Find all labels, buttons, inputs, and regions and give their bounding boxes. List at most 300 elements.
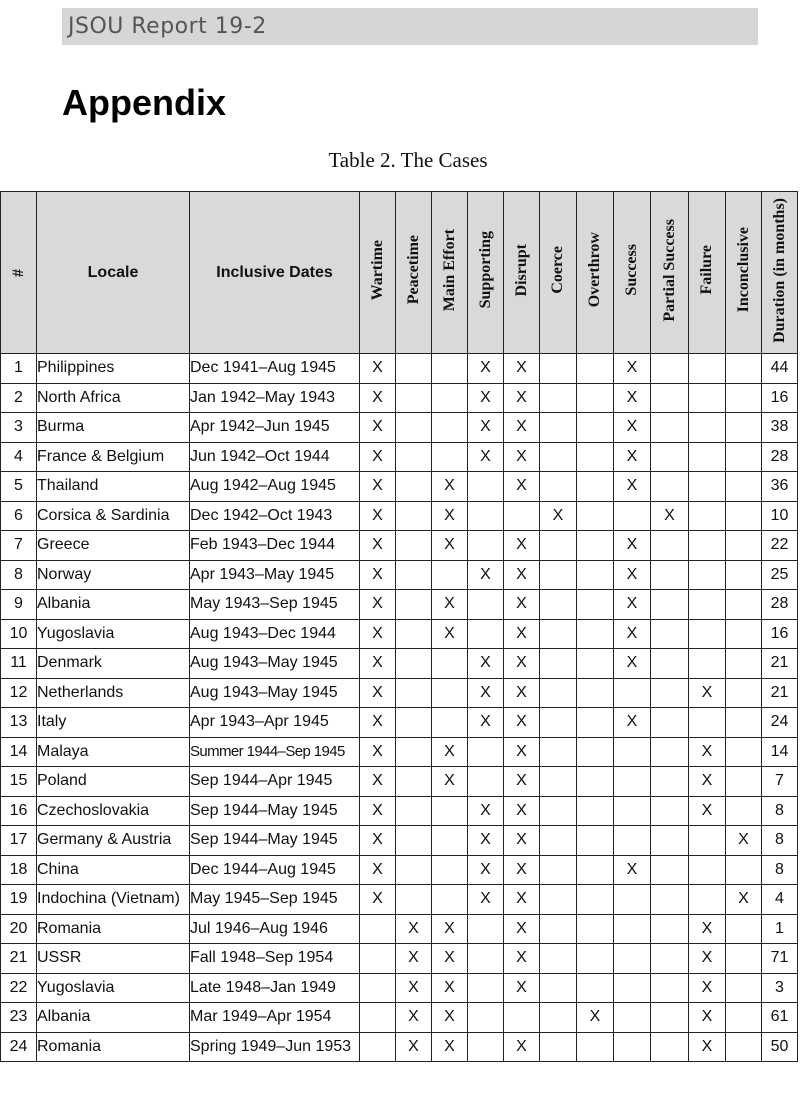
case-mark-cell xyxy=(651,885,689,915)
case-mark-cell: X xyxy=(432,944,468,974)
case-duration: 28 xyxy=(762,442,798,472)
column-header-overthrow: Overthrow xyxy=(577,192,614,354)
case-mark-cell xyxy=(540,413,577,443)
case-dates: Jul 1946–Aug 1946 xyxy=(190,914,360,944)
case-mark-cell xyxy=(396,855,432,885)
case-mark-cell xyxy=(540,767,577,797)
case-mark-cell: X xyxy=(504,767,540,797)
column-header-peacetime: Peacetime xyxy=(396,192,432,354)
case-mark-cell: X xyxy=(360,590,396,620)
case-mark-cell xyxy=(689,413,726,443)
case-mark-cell: X xyxy=(504,649,540,679)
case-mark-cell xyxy=(651,354,689,384)
case-mark-cell xyxy=(396,767,432,797)
case-mark-cell: X xyxy=(504,708,540,738)
case-mark-cell xyxy=(577,442,614,472)
case-mark-cell: X xyxy=(504,737,540,767)
case-mark-cell xyxy=(726,855,762,885)
case-dates: Jan 1942–May 1943 xyxy=(190,383,360,413)
case-mark-cell: X xyxy=(468,885,504,915)
case-mark-cell: X xyxy=(614,708,651,738)
case-mark-cell xyxy=(726,560,762,590)
case-mark-cell: X xyxy=(689,973,726,1003)
case-mark-cell xyxy=(726,472,762,502)
case-mark-cell: X xyxy=(689,767,726,797)
case-duration: 4 xyxy=(762,885,798,915)
case-locale: Yugoslavia xyxy=(37,973,190,1003)
case-locale: Italy xyxy=(37,708,190,738)
case-mark-cell xyxy=(540,855,577,885)
case-dates: Mar 1949–Apr 1954 xyxy=(190,1003,360,1033)
case-mark-cell xyxy=(396,649,432,679)
case-mark-cell xyxy=(540,737,577,767)
case-mark-cell xyxy=(432,678,468,708)
column-header-failure: Failure xyxy=(689,192,726,354)
case-mark-cell xyxy=(726,1032,762,1062)
case-mark-cell: X xyxy=(360,442,396,472)
case-mark-cell xyxy=(396,472,432,502)
case-dates: Sep 1944–May 1945 xyxy=(190,796,360,826)
case-mark-cell xyxy=(432,383,468,413)
case-mark-cell xyxy=(577,619,614,649)
case-mark-cell: X xyxy=(726,826,762,856)
case-mark-cell xyxy=(504,501,540,531)
case-duration: 22 xyxy=(762,531,798,561)
table-row xyxy=(1,590,798,620)
case-mark-cell xyxy=(726,531,762,561)
case-locale: France & Belgium xyxy=(37,442,190,472)
case-mark-cell xyxy=(726,590,762,620)
case-mark-cell: X xyxy=(468,708,504,738)
case-mark-cell xyxy=(614,1032,651,1062)
case-mark-cell xyxy=(726,501,762,531)
case-duration: 24 xyxy=(762,708,798,738)
case-mark-cell: X xyxy=(396,973,432,1003)
case-mark-cell: X xyxy=(432,619,468,649)
case-duration: 61 xyxy=(762,1003,798,1033)
case-mark-cell: X xyxy=(468,383,504,413)
case-mark-cell xyxy=(577,678,614,708)
case-mark-cell xyxy=(577,944,614,974)
case-mark-cell xyxy=(651,973,689,1003)
case-mark-cell: X xyxy=(614,413,651,443)
case-mark-cell: X xyxy=(614,649,651,679)
case-mark-cell xyxy=(614,885,651,915)
case-mark-cell: X xyxy=(614,531,651,561)
case-mark-cell xyxy=(651,914,689,944)
case-duration: 71 xyxy=(762,944,798,974)
case-mark-cell: X xyxy=(360,855,396,885)
case-locale: Indochina (Vietnam) xyxy=(37,885,190,915)
case-number: 13 xyxy=(1,708,37,738)
case-mark-cell: X xyxy=(360,560,396,590)
case-mark-cell: X xyxy=(540,501,577,531)
report-header-bar xyxy=(62,8,758,45)
case-mark-cell xyxy=(432,826,468,856)
case-mark-cell xyxy=(540,619,577,649)
case-duration: 14 xyxy=(762,737,798,767)
case-mark-cell: X xyxy=(504,678,540,708)
case-mark-cell: X xyxy=(468,855,504,885)
column-header-success: Success xyxy=(614,192,651,354)
table-caption: Table 2. The Cases xyxy=(328,148,488,172)
case-mark-cell: X xyxy=(396,1032,432,1062)
case-duration: 7 xyxy=(762,767,798,797)
case-mark-cell: X xyxy=(614,442,651,472)
case-mark-cell: X xyxy=(614,383,651,413)
case-mark-cell: X xyxy=(614,354,651,384)
case-mark-cell xyxy=(651,944,689,974)
case-mark-cell xyxy=(396,590,432,620)
case-dates: Dec 1944–Aug 1945 xyxy=(190,855,360,885)
case-dates: Dec 1942–Oct 1943 xyxy=(190,501,360,531)
case-number: 21 xyxy=(1,944,37,974)
case-mark-cell: X xyxy=(360,413,396,443)
case-mark-cell xyxy=(360,973,396,1003)
case-locale: Burma xyxy=(37,413,190,443)
case-locale: Romania xyxy=(37,1032,190,1062)
case-mark-cell: X xyxy=(504,973,540,1003)
case-locale: Malaya xyxy=(37,737,190,767)
cases-table xyxy=(0,191,798,1062)
case-duration: 8 xyxy=(762,826,798,856)
case-mark-cell: X xyxy=(614,560,651,590)
case-mark-cell xyxy=(396,619,432,649)
case-mark-cell: X xyxy=(432,914,468,944)
case-mark-cell: X xyxy=(360,678,396,708)
case-locale: Netherlands xyxy=(37,678,190,708)
case-mark-cell xyxy=(396,708,432,738)
case-mark-cell: X xyxy=(360,708,396,738)
case-mark-cell: X xyxy=(432,531,468,561)
case-mark-cell: X xyxy=(468,678,504,708)
case-locale: Thailand xyxy=(37,472,190,502)
case-mark-cell xyxy=(540,973,577,1003)
case-locale: Romania xyxy=(37,914,190,944)
case-duration: 16 xyxy=(762,619,798,649)
case-mark-cell xyxy=(726,796,762,826)
case-mark-cell: X xyxy=(396,914,432,944)
case-mark-cell: X xyxy=(651,501,689,531)
case-mark-cell: X xyxy=(468,826,504,856)
case-mark-cell xyxy=(432,413,468,443)
case-mark-cell: X xyxy=(432,590,468,620)
case-number: 7 xyxy=(1,531,37,561)
case-dates: Dec 1941–Aug 1945 xyxy=(190,354,360,384)
case-dates: Sep 1944–May 1945 xyxy=(190,826,360,856)
case-mark-cell xyxy=(726,442,762,472)
case-number: 24 xyxy=(1,1032,37,1062)
table-row xyxy=(1,354,798,384)
column-header-disrupt: Disrupt xyxy=(504,192,540,354)
case-mark-cell: X xyxy=(468,796,504,826)
table-row xyxy=(1,678,798,708)
case-mark-cell: X xyxy=(504,944,540,974)
case-mark-cell xyxy=(577,708,614,738)
case-mark-cell: X xyxy=(614,855,651,885)
case-duration: 21 xyxy=(762,649,798,679)
case-mark-cell xyxy=(651,737,689,767)
case-mark-cell: X xyxy=(504,590,540,620)
table-row xyxy=(1,472,798,502)
case-number: 23 xyxy=(1,1003,37,1033)
case-mark-cell xyxy=(726,973,762,1003)
case-mark-cell: X xyxy=(468,442,504,472)
case-duration: 36 xyxy=(762,472,798,502)
case-locale: China xyxy=(37,855,190,885)
case-mark-cell: X xyxy=(504,885,540,915)
table-header-row xyxy=(1,192,798,354)
case-dates: Apr 1943–Apr 1945 xyxy=(190,708,360,738)
case-mark-cell xyxy=(689,885,726,915)
case-mark-cell xyxy=(726,619,762,649)
case-mark-cell xyxy=(651,590,689,620)
case-mark-cell xyxy=(468,973,504,1003)
case-mark-cell: X xyxy=(360,796,396,826)
case-duration: 8 xyxy=(762,796,798,826)
case-mark-cell xyxy=(614,737,651,767)
case-mark-cell xyxy=(651,855,689,885)
case-mark-cell: X xyxy=(504,796,540,826)
case-mark-cell xyxy=(396,678,432,708)
case-mark-cell xyxy=(689,354,726,384)
case-mark-cell xyxy=(577,472,614,502)
case-mark-cell xyxy=(396,885,432,915)
case-mark-cell: X xyxy=(689,737,726,767)
case-mark-cell xyxy=(468,737,504,767)
case-mark-cell xyxy=(432,442,468,472)
case-mark-cell xyxy=(577,796,614,826)
case-mark-cell xyxy=(614,796,651,826)
case-duration: 25 xyxy=(762,560,798,590)
case-mark-cell: X xyxy=(360,767,396,797)
case-mark-cell xyxy=(360,1003,396,1033)
case-mark-cell xyxy=(651,678,689,708)
case-mark-cell xyxy=(396,442,432,472)
report-label: JSOU Report 19-2 xyxy=(68,14,267,39)
case-mark-cell xyxy=(396,560,432,590)
case-mark-cell xyxy=(577,737,614,767)
case-mark-cell xyxy=(396,826,432,856)
case-mark-cell xyxy=(540,590,577,620)
case-mark-cell xyxy=(577,590,614,620)
case-locale: Yugoslavia xyxy=(37,619,190,649)
case-mark-cell xyxy=(726,737,762,767)
case-duration: 1 xyxy=(762,914,798,944)
table-row xyxy=(1,560,798,590)
case-mark-cell xyxy=(432,354,468,384)
page-title: Appendix xyxy=(62,82,227,123)
case-mark-cell xyxy=(726,767,762,797)
case-mark-cell xyxy=(651,767,689,797)
case-mark-cell xyxy=(360,1032,396,1062)
case-mark-cell xyxy=(614,1003,651,1033)
case-dates: Aug 1943–May 1945 xyxy=(190,649,360,679)
case-locale: Philippines xyxy=(37,354,190,384)
case-mark-cell xyxy=(432,708,468,738)
case-mark-cell: X xyxy=(504,914,540,944)
case-mark-cell xyxy=(577,501,614,531)
case-mark-cell xyxy=(468,1032,504,1062)
column-header-wartime: Wartime xyxy=(360,192,396,354)
case-mark-cell xyxy=(540,678,577,708)
case-mark-cell xyxy=(651,649,689,679)
table-row xyxy=(1,914,798,944)
column-header-number: # xyxy=(1,192,37,354)
column-header-duration: Duration (in months) xyxy=(762,192,798,354)
case-mark-cell: X xyxy=(689,1032,726,1062)
case-locale: Poland xyxy=(37,767,190,797)
case-number: 20 xyxy=(1,914,37,944)
case-dates: Apr 1943–May 1945 xyxy=(190,560,360,590)
case-mark-cell xyxy=(651,442,689,472)
case-locale: Germany & Austria xyxy=(37,826,190,856)
case-mark-cell xyxy=(614,678,651,708)
case-locale: Corsica & Sardinia xyxy=(37,501,190,531)
case-mark-cell xyxy=(651,560,689,590)
case-mark-cell xyxy=(614,944,651,974)
case-mark-cell: X xyxy=(360,472,396,502)
table-row xyxy=(1,708,798,738)
table-row xyxy=(1,944,798,974)
case-mark-cell xyxy=(726,649,762,679)
case-mark-cell xyxy=(577,413,614,443)
column-header-inclusive-dates: Inclusive Dates xyxy=(190,192,360,354)
case-duration: 3 xyxy=(762,973,798,1003)
case-mark-cell: X xyxy=(360,826,396,856)
case-number: 6 xyxy=(1,501,37,531)
case-mark-cell xyxy=(468,531,504,561)
case-mark-cell: X xyxy=(468,560,504,590)
case-mark-cell xyxy=(396,383,432,413)
case-locale: Albania xyxy=(37,590,190,620)
case-duration: 44 xyxy=(762,354,798,384)
case-mark-cell xyxy=(540,354,577,384)
case-mark-cell: X xyxy=(468,354,504,384)
case-dates: Feb 1943–Dec 1944 xyxy=(190,531,360,561)
case-number: 16 xyxy=(1,796,37,826)
case-mark-cell: X xyxy=(689,914,726,944)
column-header-main-effort: Main Effort xyxy=(432,192,468,354)
case-mark-cell xyxy=(540,885,577,915)
case-mark-cell xyxy=(577,383,614,413)
case-mark-cell xyxy=(614,973,651,1003)
case-mark-cell xyxy=(689,590,726,620)
case-mark-cell: X xyxy=(432,1032,468,1062)
case-mark-cell xyxy=(540,708,577,738)
case-mark-cell: X xyxy=(614,619,651,649)
case-mark-cell xyxy=(540,944,577,974)
case-mark-cell xyxy=(540,1032,577,1062)
case-number: 18 xyxy=(1,855,37,885)
case-mark-cell: X xyxy=(504,472,540,502)
case-mark-cell xyxy=(396,737,432,767)
case-number: 12 xyxy=(1,678,37,708)
case-mark-cell xyxy=(689,708,726,738)
case-mark-cell xyxy=(577,354,614,384)
case-dates: Spring 1949–Jun 1953 xyxy=(190,1032,360,1062)
case-dates: Aug 1943–May 1945 xyxy=(190,678,360,708)
case-dates: May 1945–Sep 1945 xyxy=(190,885,360,915)
table-row xyxy=(1,1032,798,1062)
case-number: 5 xyxy=(1,472,37,502)
case-mark-cell xyxy=(540,649,577,679)
case-mark-cell xyxy=(540,531,577,561)
case-dates: Summer 1944–Sep 1945 xyxy=(190,737,360,767)
case-mark-cell xyxy=(504,1003,540,1033)
case-mark-cell xyxy=(614,501,651,531)
case-locale: USSR xyxy=(37,944,190,974)
case-mark-cell xyxy=(726,354,762,384)
case-mark-cell xyxy=(577,767,614,797)
case-mark-cell: X xyxy=(432,1003,468,1033)
case-mark-cell: X xyxy=(360,737,396,767)
case-locale: Albania xyxy=(37,1003,190,1033)
case-mark-cell xyxy=(726,678,762,708)
case-locale: North Africa xyxy=(37,383,190,413)
case-mark-cell xyxy=(540,796,577,826)
case-number: 22 xyxy=(1,973,37,1003)
case-mark-cell xyxy=(726,413,762,443)
case-mark-cell xyxy=(577,973,614,1003)
case-mark-cell: X xyxy=(360,501,396,531)
case-number: 2 xyxy=(1,383,37,413)
case-mark-cell: X xyxy=(360,885,396,915)
case-locale: Greece xyxy=(37,531,190,561)
case-number: 11 xyxy=(1,649,37,679)
case-mark-cell: X xyxy=(360,649,396,679)
table-row xyxy=(1,442,798,472)
case-mark-cell xyxy=(726,914,762,944)
case-mark-cell: X xyxy=(504,560,540,590)
table-row xyxy=(1,1003,798,1033)
case-number: 10 xyxy=(1,619,37,649)
case-number: 14 xyxy=(1,737,37,767)
case-mark-cell xyxy=(468,501,504,531)
case-mark-cell: X xyxy=(360,531,396,561)
case-mark-cell: X xyxy=(689,796,726,826)
case-number: 3 xyxy=(1,413,37,443)
case-mark-cell xyxy=(432,649,468,679)
case-dates: Jun 1942–Oct 1944 xyxy=(190,442,360,472)
case-mark-cell xyxy=(577,531,614,561)
case-mark-cell xyxy=(432,560,468,590)
case-mark-cell xyxy=(577,826,614,856)
case-duration: 50 xyxy=(762,1032,798,1062)
case-mark-cell xyxy=(577,914,614,944)
case-mark-cell xyxy=(651,472,689,502)
case-mark-cell xyxy=(651,796,689,826)
case-mark-cell: X xyxy=(504,1032,540,1062)
case-mark-cell: X xyxy=(432,472,468,502)
column-header-locale: Locale xyxy=(37,192,190,354)
case-number: 19 xyxy=(1,885,37,915)
column-header-supporting: Supporting xyxy=(468,192,504,354)
case-mark-cell: X xyxy=(689,678,726,708)
column-header-coerce: Coerce xyxy=(540,192,577,354)
case-mark-cell xyxy=(577,1032,614,1062)
case-mark-cell xyxy=(689,383,726,413)
case-mark-cell: X xyxy=(504,531,540,561)
case-mark-cell xyxy=(540,560,577,590)
case-mark-cell xyxy=(689,649,726,679)
case-mark-cell xyxy=(432,885,468,915)
case-mark-cell: X xyxy=(504,619,540,649)
case-mark-cell xyxy=(468,472,504,502)
case-mark-cell xyxy=(396,354,432,384)
case-mark-cell: X xyxy=(468,413,504,443)
case-mark-cell xyxy=(468,619,504,649)
